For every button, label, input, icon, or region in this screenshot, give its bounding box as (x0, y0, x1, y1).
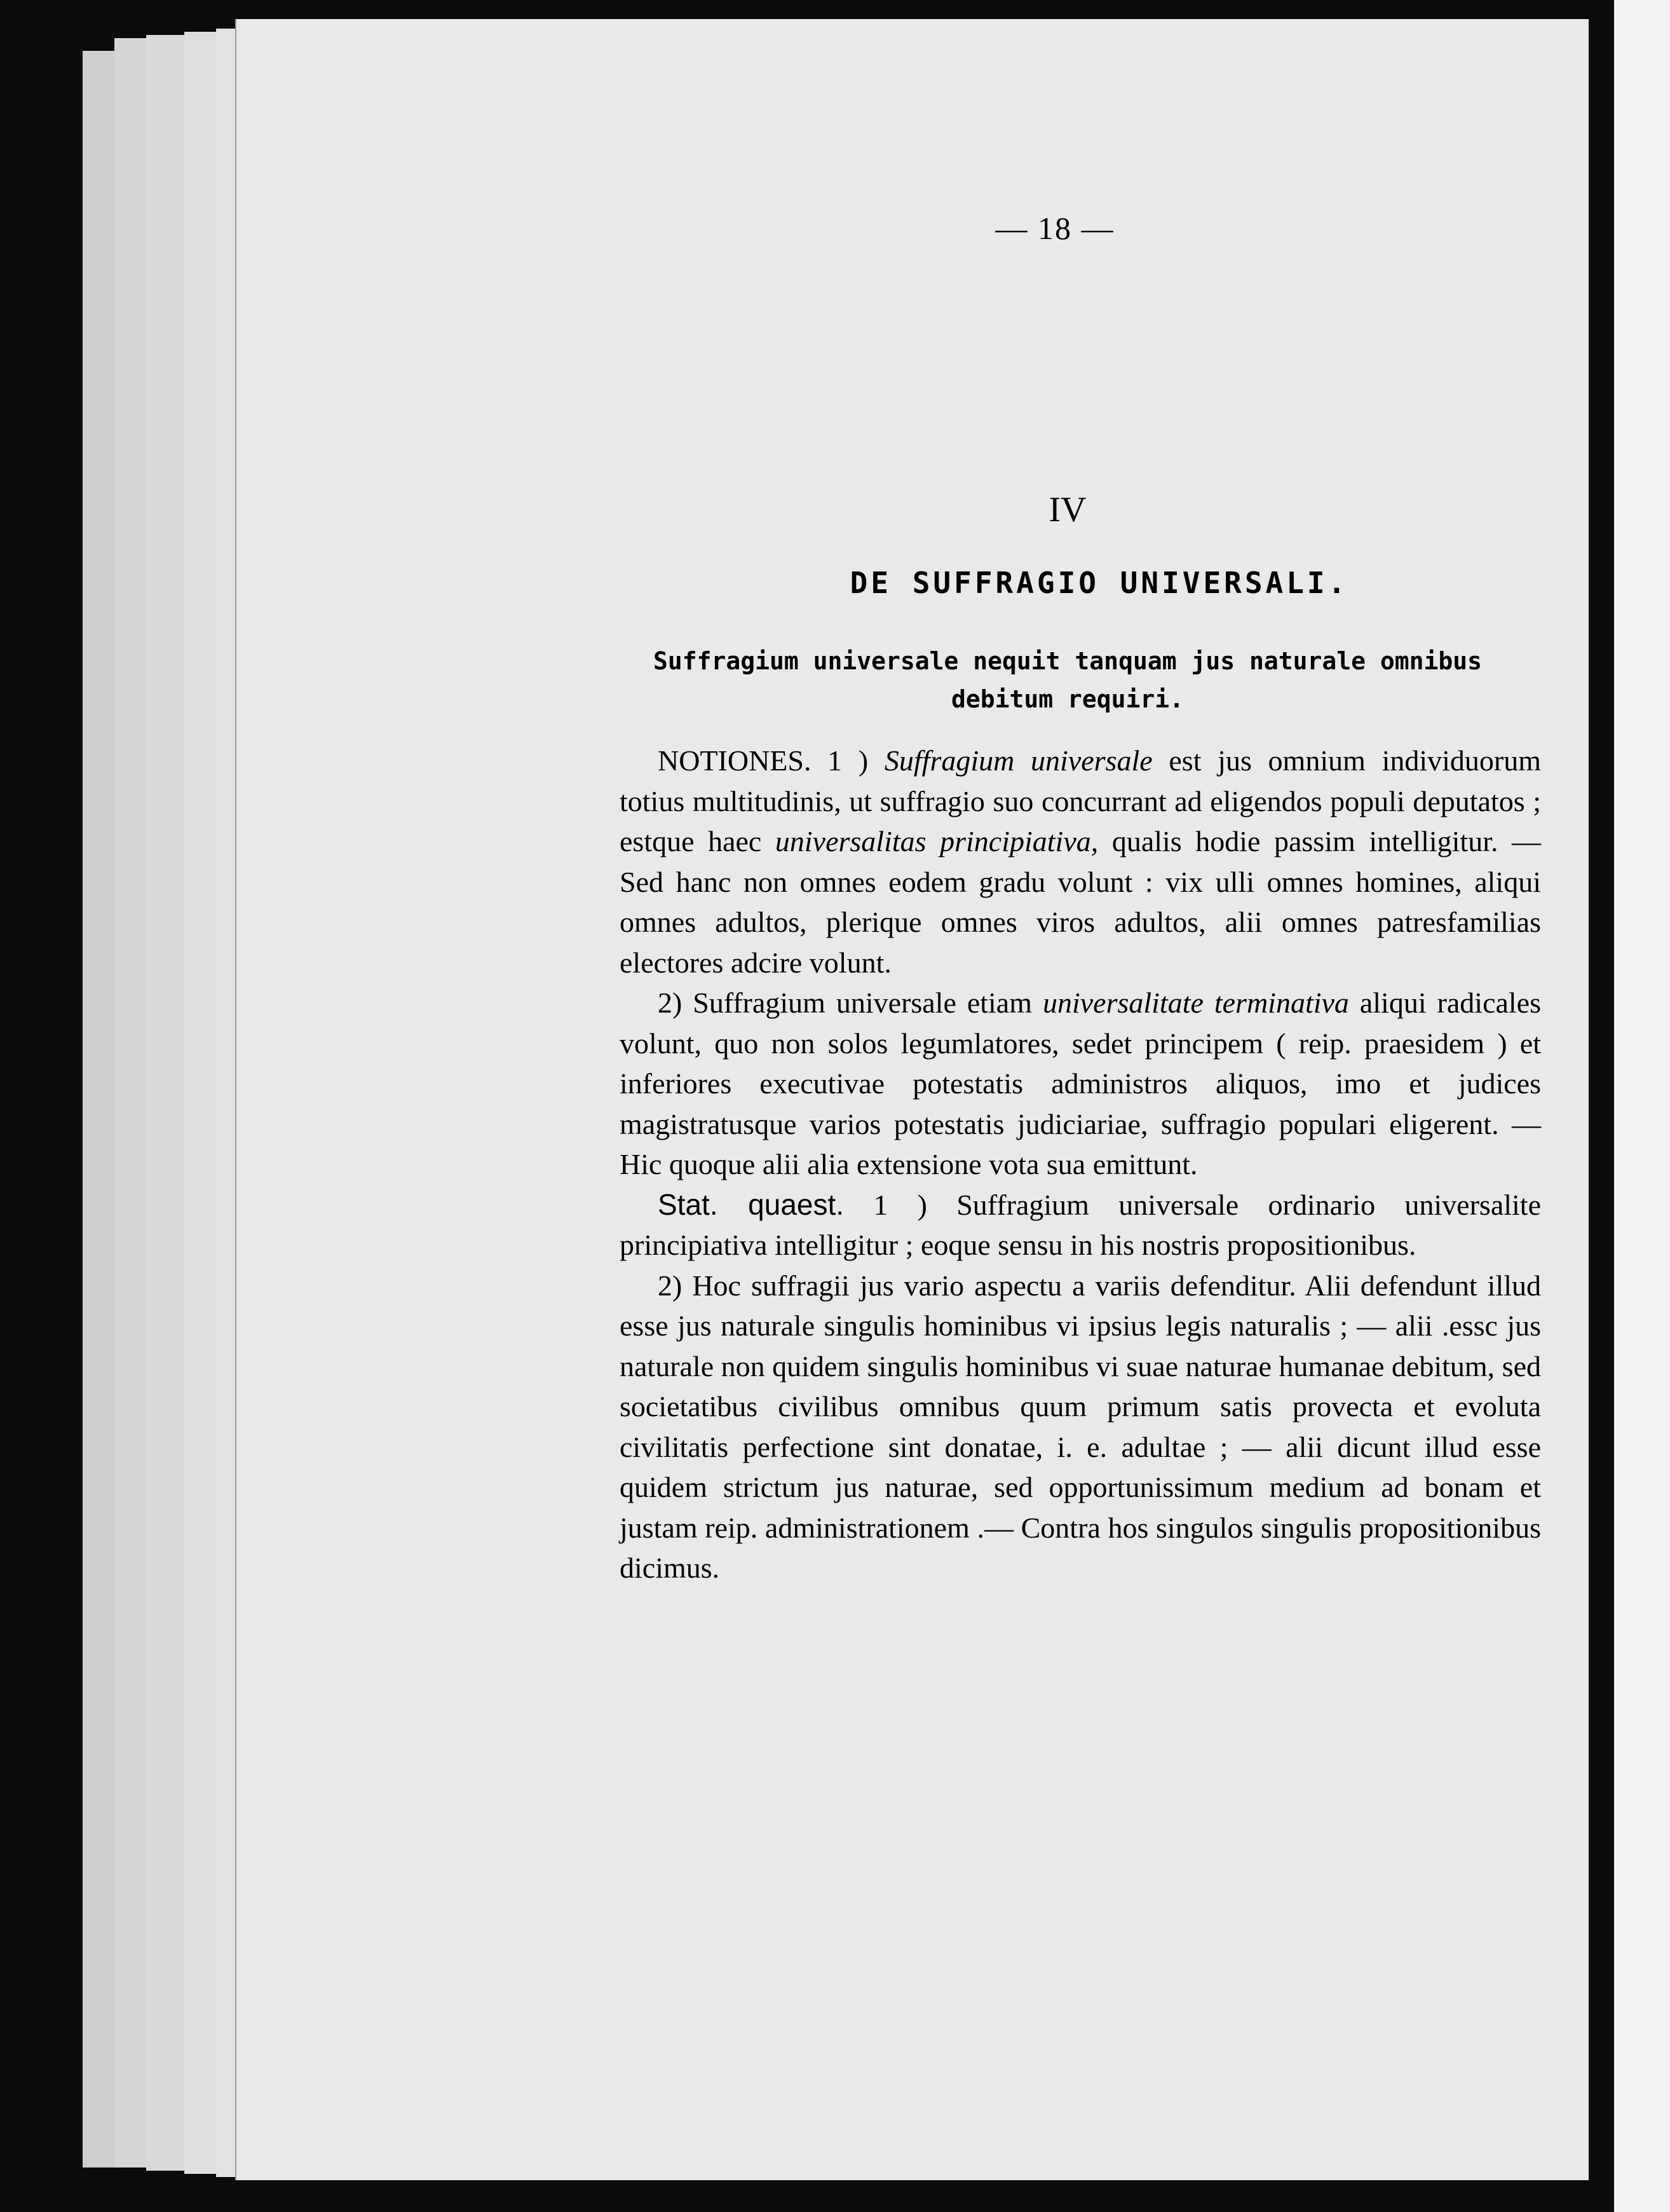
notiones-text: est jus omnium individuorum totius multitudinis, ut suffragio suo concurrant ad eligendos populi deputatos ; estque haec (620, 744, 1542, 857)
notiones-text: qualis hodie passim intelligitur. — Sed hanc non omnes eodem gradu volunt : vix ulli omnes homines, aliqui omnes adultos, plerique omnes viros adultos, alii omnes patresfamilias electores adcire volunt. (620, 825, 1542, 979)
notiones-label: NOTIONES. 1 ) (658, 744, 869, 777)
page-gutter (1589, 0, 1614, 2212)
chapter-number: IV (1049, 490, 1087, 529)
paragraph-notiones-2 (620, 983, 1541, 1185)
page-number: — 18 — (995, 210, 1115, 246)
notiones-2-text: aliqui radicales volunt, quo non solos legumlatores, sedet principem ( reip. praesidem ) et inferiores executivae potestatis administros aliquos, imo et judices magistratusque varios potestatis judiciariae, suffragio populari eligerent. — Hic quoque alii alia extensione vota sua emittunt. (620, 987, 1541, 1180)
stat-quaest-text: 1 ) Suffragium universale ordinario universalite principiativa intelligitur ; eoque sensu in his nostris propositionibus. (620, 1188, 1541, 1261)
term-universalitate-terminativa: universalitate terminativa (1042, 987, 1349, 1019)
term-universalitas-principiativa: universalitas principiativa, (775, 825, 1099, 857)
paragraph-stat-quaest-2 (620, 1266, 1541, 1588)
body-text (620, 741, 1541, 1588)
paragraph-stat-quaest (620, 1185, 1541, 1266)
paragraph-notiones (620, 741, 1541, 983)
term-suffragium-universale: Suffragium universale (884, 744, 1153, 777)
thesis-statement: Suffragium universale nequit tanquam jus naturale omnibus debitum requiri. (653, 647, 1483, 713)
notiones-2-text: 2) Suffragium universale etiam (658, 987, 1033, 1019)
stat-quaest-text-2: 2) Hoc suffragii jus vario aspectu a variis defenditur. Alii defendunt illud esse jus naturale singulis hominibus vi ipsius legis naturalis ; — alii .essc jus naturale non quidem singulis hominibus vi suae naturae humanae debitum, sed societatibus civilibus omnibus quum primum satis provecta et evoluta civilitatis perfectione sint donatae, i. e. adultae ; — alii dicunt illud esse quidem strictum jus naturae, sed opportunissimum medium ad bonam et justam reip. administrationem .— Contra hos singulos singulis propositionibus dicimus. (620, 1269, 1541, 1584)
stat-quaest-label: Stat. quaest. (658, 1187, 845, 1221)
next-page-edge (1614, 0, 1670, 2212)
section-title: DE SUFFRAGIO UNIVERSALI. (850, 566, 1349, 600)
